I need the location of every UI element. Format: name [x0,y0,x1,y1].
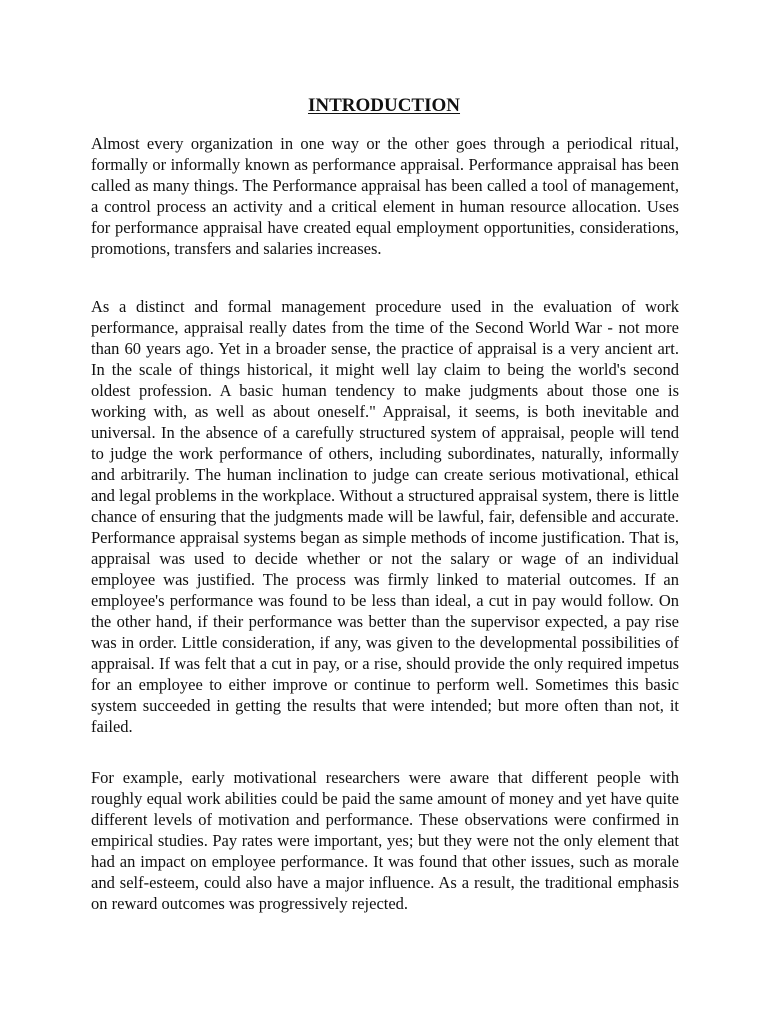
paragraph-2: As a distinct and formal management procedure used in the evaluation of work performance, appraisal really dates from the time of the Second World War - not more than 60 years ago. Yet in a broader sense, the practice of appraisal is a very ancient art. In the scale of things historical, it might well lay claim to being the world's second oldest profession. A basic human tendency to make judgments about those one is working with, as well as about oneself." Appraisal, it seems, is both inevitable and universal. In the absence of a carefully structured system of appraisal, people will tend to judge the work performance of others, including subordinates, naturally, informally and arbitrarily. The human inclination to judge can create serious motivational, ethical and legal problems in the workplace. Without a structured appraisal system, there is little chance of ensuring that the judgments made will be lawful, fair, defensible and accurate. Performance appraisal systems began as simple methods of income justification. That is, appraisal was used to decide whether or not the salary or wage of an individual employee was justified. The process was firmly linked to material outcomes. If an employee's performance was found to be less than ideal, a cut in pay would follow. On the other hand, if their performance was better than the supervisor expected, a pay rise was in order. Little consideration, if any, was given to the developmental possibilities of appraisal. If was felt that a cut in pay, or a rise, should provide the only required impetus for an employee to either improve or continue to perform well. Sometimes this basic system succeeded in getting the results that were intended; but more often than not, it failed. [91,297,679,736]
paragraph-3: For example, early motivational researchers were aware that different people with roughly equal work abilities could be paid the same amount of money and yet have quite different levels of motivation and performance. These observations were confirmed in empirical studies. Pay rates were important, yes; but they were not the only element that had an impact on employee performance. It was found that other issues, such as morale and self-esteem, could also have a major influence. As a result, the traditional emphasis on reward outcomes was progressively rejected. [91,768,679,913]
paragraph-1: Almost every organization in one way or the other goes through a periodical ritual, formally or informally known as performance appraisal. Performance appraisal has been called as many things. The Performance appraisal has been called a tool of management, a control process an activity and a critical element in human resource allocation. Uses for performance appraisal have created equal employment opportunities, considerations, promotions, transfers and salaries increases. [91,134,679,258]
page-title: INTRODUCTION [307,95,461,116]
